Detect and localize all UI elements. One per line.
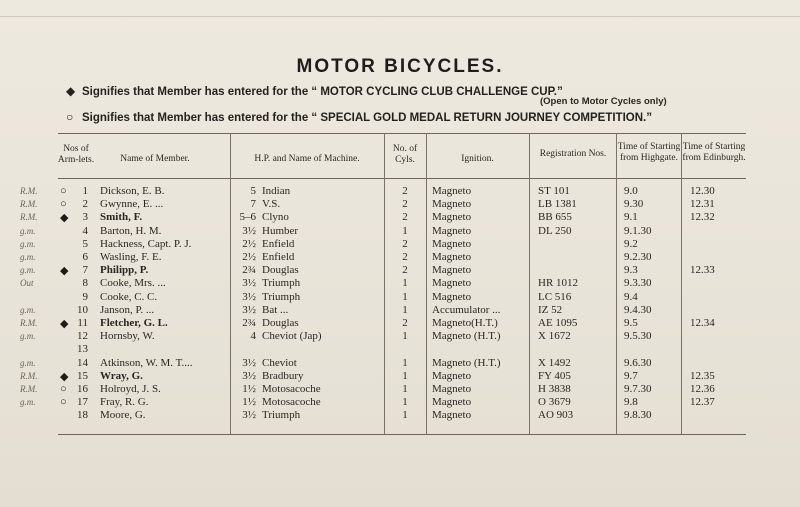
legend-cup-text: Signifies that Member has entered for the “ MOTOR CYCLING CLUB CHALLENGE CUP.”: [82, 86, 563, 98]
col-divider: [529, 133, 530, 434]
machine-name: Humber: [262, 224, 299, 237]
ignition-type: Magneto: [432, 198, 472, 211]
machine-name: Triumph: [262, 277, 301, 290]
handwritten-note: g.m.: [20, 252, 36, 262]
registration-number: O 3679: [538, 396, 571, 409]
handwritten-note: g.m.: [20, 225, 36, 236]
edinburgh-time: 12.35: [690, 369, 715, 382]
registration-number: IZ 52: [538, 303, 563, 316]
legend-cup: [66, 84, 563, 98]
cylinders: 2: [402, 237, 408, 250]
horsepower: 1½: [242, 396, 256, 409]
ignition-type: Magneto: [432, 211, 472, 224]
member-name: Fray, R. G.: [100, 396, 149, 409]
ignition-type: Accumulator ...: [432, 303, 501, 316]
registration-number: BB 655: [538, 211, 572, 224]
machine-name: Triumph: [262, 290, 301, 303]
table-top-rule: [58, 133, 746, 134]
highgate-time: 9.3: [624, 264, 638, 277]
handwritten-note: Out: [20, 278, 34, 289]
cylinders: 1: [402, 396, 408, 409]
header-armlets: Nos of Arm-lets.: [57, 144, 95, 165]
registration-number: DL 250: [538, 224, 572, 237]
entry-mark-icon: ◆: [60, 265, 69, 278]
highgate-time: 9.6.30: [624, 356, 652, 369]
registration-number: AO 903: [538, 409, 574, 422]
armlet-number: 14: [77, 356, 88, 369]
highgate-time: 9.1.30: [624, 224, 652, 237]
table-bottom-rule: [58, 434, 746, 435]
handwritten-note: g.m.: [20, 331, 36, 342]
member-name: Hornsby, W.: [100, 330, 155, 343]
member-name: Cooke, Mrs. ...: [100, 277, 166, 290]
cylinders: 1: [402, 290, 408, 303]
highgate-time: 9.8: [624, 396, 638, 409]
member-name: Wasling, F. E.: [100, 251, 162, 263]
armlet-number: 7: [82, 264, 88, 277]
armlet-number: 5: [82, 237, 88, 250]
edinburgh-time: 12.31: [690, 198, 715, 211]
registration-number: X 1492: [538, 356, 571, 369]
cylinders: 2: [402, 317, 408, 329]
ignition-type: Magneto: [432, 369, 472, 382]
handwritten-note: g.m.: [20, 397, 36, 408]
edinburgh-time: 12.37: [690, 396, 715, 409]
handwritten-note: R.M.: [20, 186, 38, 196]
circle-icon: ○: [66, 110, 74, 124]
horsepower: 2½: [242, 251, 256, 263]
member-name: Philipp, P.: [100, 264, 149, 277]
horsepower: 7: [250, 198, 256, 211]
armlet-number: 1: [82, 185, 88, 197]
horsepower: 3½: [242, 290, 256, 303]
col-divider: [616, 133, 617, 434]
legend-medal: [66, 110, 652, 124]
member-name: Barton, H. M.: [100, 224, 162, 237]
edinburgh-time: 12.33: [690, 264, 715, 277]
registration-number: ST 101: [538, 185, 570, 197]
ignition-type: Magneto: [432, 224, 472, 237]
machine-name: V.S.: [262, 198, 281, 211]
machine-name: Cheviot: [262, 356, 297, 369]
highgate-time: 9.3.30: [624, 277, 652, 290]
horsepower: 2½: [242, 237, 256, 250]
member-name: Holroyd, J. S.: [100, 383, 161, 395]
ignition-type: Magneto: [432, 185, 472, 197]
armlet-number: 6: [82, 251, 88, 263]
machine-name: Triumph: [262, 409, 301, 422]
horsepower: 5: [250, 185, 256, 197]
registration-number: AE 1095: [538, 317, 578, 329]
col-divider: [384, 133, 385, 434]
cylinders: 1: [402, 277, 408, 290]
highgate-time: 9.4.30: [624, 303, 652, 316]
cylinders: 1: [402, 409, 408, 422]
entry-mark-icon: ○: [60, 383, 67, 395]
header-highgate: Time of Starting from Highgate.: [617, 142, 681, 163]
registration-number: HR 1012: [538, 277, 579, 290]
edinburgh-time: 12.30: [690, 185, 715, 197]
machine-name: Indian: [262, 185, 291, 197]
cylinders: 1: [402, 383, 408, 395]
highgate-time: 9.5: [624, 317, 638, 329]
entry-mark-icon: ○: [60, 396, 67, 409]
horsepower: 3½: [242, 277, 256, 290]
armlet-number: 18: [77, 409, 88, 422]
diamond-icon: ◆: [66, 84, 76, 98]
machine-name: Bat ...: [262, 303, 289, 316]
highgate-time: 9.2.30: [624, 251, 652, 263]
header-ignition: Ignition.: [461, 154, 494, 164]
cylinders: 2: [402, 185, 408, 197]
legend-medal-text: Signifies that Member has entered for the “ SPECIAL GOLD MEDAL RETURN JOURNEY COMPETITION.”: [82, 112, 652, 124]
highgate-time: 9.8.30: [624, 409, 652, 422]
armlet-number: 2: [82, 198, 88, 211]
table-header-rule: [58, 178, 746, 179]
member-name: Cooke, C. C.: [100, 290, 158, 303]
highgate-time: 9.5.30: [624, 330, 652, 343]
handwritten-note: R.M.: [20, 318, 38, 328]
cylinders: 1: [402, 224, 408, 237]
armlet-number: 8: [82, 277, 88, 290]
cylinders: 2: [402, 264, 408, 277]
entry-mark-icon: ○: [60, 185, 67, 197]
ignition-type: Magneto (H.T.): [432, 356, 501, 369]
ignition-type: Magneto: [432, 251, 472, 263]
member-name: Atkinson, W. M. T....: [100, 356, 193, 369]
armlet-number: 3: [82, 211, 88, 224]
cylinders: 2: [402, 211, 408, 224]
highgate-time: 9.2: [624, 237, 638, 250]
handwritten-note: R.M.: [20, 212, 38, 223]
page-title: MOTOR BICYCLES.: [296, 56, 504, 77]
registration-number: FY 405: [538, 369, 571, 382]
ignition-type: Magneto: [432, 396, 472, 409]
entry-mark-icon: ○: [60, 198, 67, 211]
armlet-number: 15: [77, 369, 88, 382]
highgate-time: 9.4: [624, 290, 638, 303]
cylinders: 1: [402, 303, 408, 316]
armlet-number: 13: [77, 343, 88, 356]
member-name: Fletcher, G. L.: [100, 317, 168, 329]
ignition-type: Magneto(H.T.): [432, 317, 498, 329]
cylinders: 2: [402, 251, 408, 263]
ignition-type: Magneto: [432, 237, 472, 250]
machine-name: Cheviot (Jap): [262, 330, 322, 343]
entry-mark-icon: ◆: [60, 370, 69, 383]
ignition-type: Magneto: [432, 277, 472, 290]
cylinders: 1: [402, 330, 408, 343]
member-name: Janson, P. ...: [100, 303, 155, 316]
member-name: Hackness, Capt. P. J.: [100, 237, 192, 250]
page-fold: [0, 16, 800, 17]
machine-name: Douglas: [262, 317, 299, 329]
armlet-number: 4: [82, 224, 88, 237]
horsepower: 3½: [242, 369, 256, 382]
handwritten-note: R.M.: [20, 199, 38, 210]
registration-number: LB 1381: [538, 198, 577, 211]
header-registration: Registration Nos.: [539, 149, 607, 159]
member-name: Smith, F.: [100, 211, 143, 224]
registration-number: H 3838: [538, 383, 571, 395]
armlet-number: 17: [77, 396, 88, 409]
ignition-type: Magneto: [432, 290, 472, 303]
legend-note: (Open to Motor Cycles only): [540, 96, 667, 107]
member-name: Dickson, E. B.: [100, 185, 165, 197]
horsepower: 3½: [242, 303, 256, 316]
member-name: Gwynne, E. ...: [100, 198, 164, 211]
horsepower: 2¾: [242, 264, 256, 277]
machine-name: Douglas: [262, 264, 299, 277]
highgate-time: 9.1: [624, 211, 638, 224]
ignition-type: Magneto: [432, 383, 472, 395]
horsepower: 4: [250, 330, 256, 343]
machine-name: Motosacoche: [262, 396, 321, 409]
highgate-time: 9.7: [624, 369, 638, 382]
machine-name: Enfield: [262, 237, 295, 250]
horsepower: 3½: [242, 409, 256, 422]
edinburgh-time: 12.32: [690, 211, 715, 224]
member-name: Wray, G.: [100, 369, 143, 382]
horsepower: 3½: [242, 224, 256, 237]
ignition-type: Magneto: [432, 264, 472, 277]
handwritten-note: g.m.: [20, 357, 36, 368]
armlet-number: 10: [77, 303, 88, 316]
header-name: Name of Member.: [120, 154, 190, 164]
armlet-number: 11: [77, 317, 88, 329]
col-divider: [681, 133, 682, 434]
highgate-time: 9.0: [624, 185, 638, 197]
col-divider: [426, 133, 427, 434]
horsepower: 5–6: [239, 211, 256, 224]
handwritten-note: R.M.: [20, 384, 38, 394]
cylinders: 1: [402, 369, 408, 382]
handwritten-note: g.m.: [20, 265, 36, 276]
edinburgh-time: 12.34: [690, 317, 715, 329]
cylinders: 2: [402, 198, 408, 211]
ignition-type: Magneto: [432, 409, 472, 422]
machine-name: Motosacoche: [262, 383, 321, 395]
registration-number: LC 516: [538, 290, 572, 303]
machine-name: Clyno: [262, 211, 289, 224]
header-cyls: No. of Cyls.: [392, 144, 418, 165]
armlet-number: 12: [77, 330, 88, 343]
col-divider: [230, 133, 231, 434]
ignition-type: Magneto (H.T.): [432, 330, 501, 343]
highgate-time: 9.7.30: [624, 383, 652, 395]
handwritten-note: g.m.: [20, 304, 36, 315]
entry-mark-icon: ◆: [60, 212, 69, 225]
registration-number: X 1672: [538, 330, 571, 343]
horsepower: 2¾: [242, 317, 256, 329]
handwritten-note: g.m.: [20, 238, 36, 249]
header-edinburgh: Time of Starting from Edinburgh.: [682, 142, 746, 163]
horsepower: 1½: [242, 383, 256, 395]
highgate-time: 9.30: [624, 198, 644, 211]
armlet-number: 16: [77, 383, 88, 395]
member-name: Moore, G.: [100, 409, 146, 422]
machine-name: Bradbury: [262, 369, 304, 382]
armlet-number: 9: [82, 290, 88, 303]
edinburgh-time: 12.36: [690, 383, 715, 395]
machine-name: Enfield: [262, 251, 295, 263]
handwritten-note: R.M.: [20, 370, 38, 381]
horsepower: 3½: [242, 356, 256, 369]
entry-mark-icon: ◆: [60, 318, 69, 330]
cylinders: 1: [402, 356, 408, 369]
header-machine: H.P. and Name of Machine.: [254, 154, 360, 164]
